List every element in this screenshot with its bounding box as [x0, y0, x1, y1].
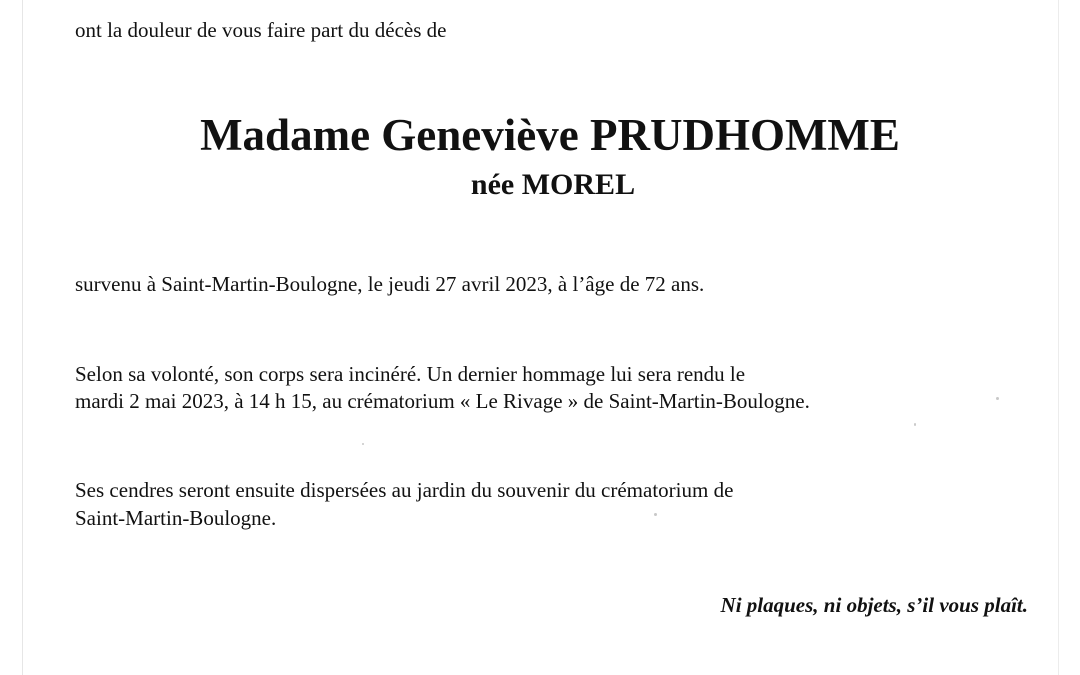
deceased-name: Madame Geneviève PRUDHOMME	[200, 110, 900, 160]
maiden-name: née MOREL	[470, 168, 636, 201]
scan-speck	[914, 423, 916, 426]
ashes-line-1: Ses cendres seront ensuite dispersées au jardin du souvenir du crématorium de	[75, 478, 734, 502]
ceremony-line-2: mardi 2 mai 2023, à 14 h 15, au crématorium « Le Rivage » de Saint-Martin-Boulogne.	[75, 389, 810, 413]
ashes-line-2: Saint-Martin-Boulogne.	[75, 506, 277, 530]
scan-speck	[654, 513, 657, 516]
page-edge-left	[22, 0, 23, 675]
ceremony-line-1: Selon sa volonté, son corps sera incinéré. Un dernier hommage lui sera rendu le	[75, 362, 746, 386]
closing-request: Ni plaques, ni objets, s’il vous plaît.	[720, 593, 1028, 617]
intro-text: ont la douleur de vous faire part du décès de	[75, 18, 447, 42]
page-edge-right	[1058, 0, 1059, 675]
scan-speck	[362, 443, 364, 445]
death-details: survenu à Saint-Martin-Boulogne, le jeudi 27 avril 2023, à l’âge de 72 ans.	[75, 272, 705, 296]
scan-speck	[996, 397, 999, 400]
